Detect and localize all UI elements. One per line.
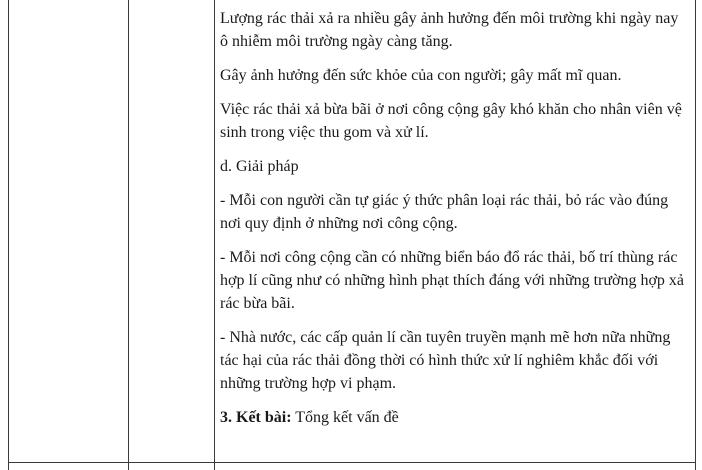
- table-column-divider-2: [214, 0, 215, 470]
- conclusion-label: 3. Kết bài:: [220, 409, 292, 426]
- paragraph-impact-sanitation: Việc rác thải xả bừa bãi ở nơi công cộng gây khó khăn cho nhân viên vệ sinh trong việc thu gom và xử lí.: [220, 101, 682, 141]
- solution-item-individual: - Mỗi con người cần tự giác ý thức phân loại rác thải, bỏ rác vào đúng nơi quy định ở những nơi công cộng.: [220, 192, 669, 232]
- content-cell: [220, 7, 690, 429]
- conclusion-text: Tổng kết vấn đề: [291, 409, 399, 426]
- table-border-right: [695, 0, 696, 470]
- table-border-bottom: [8, 462, 696, 463]
- solution-item-public-places: - Mỗi nơi công cộng cần có những biển báo đổ rác thải, bố trí thùng rác hợp lí cũng như có những hình phạt thích đáng với những trường hợp xả rác bừa bãi.: [220, 249, 685, 312]
- table-column-divider-1: [128, 0, 129, 470]
- conclusion-line: [220, 406, 690, 429]
- solution-item-government: - Nhà nước, các cấp quản lí cần tuyên truyền mạnh mẽ hơn nữa những tác hại của rác thải đồng thời có hình thức xử lí nghiêm khắc đối với những trường hợp vi phạm.: [220, 329, 671, 392]
- table-border-left: [8, 0, 9, 470]
- paragraph-impact-environment: Lượng rác thải xả ra nhiều gây ảnh hưởng đến môi trường khi ngày nay ô nhiễm môi trường ngày càng tăng.: [220, 10, 679, 50]
- paragraph-impact-health: Gây ảnh hưởng đến sức khỏe của con người; gây mất mĩ quan.: [220, 67, 622, 84]
- section-heading-solutions: d. Giải pháp: [220, 158, 299, 175]
